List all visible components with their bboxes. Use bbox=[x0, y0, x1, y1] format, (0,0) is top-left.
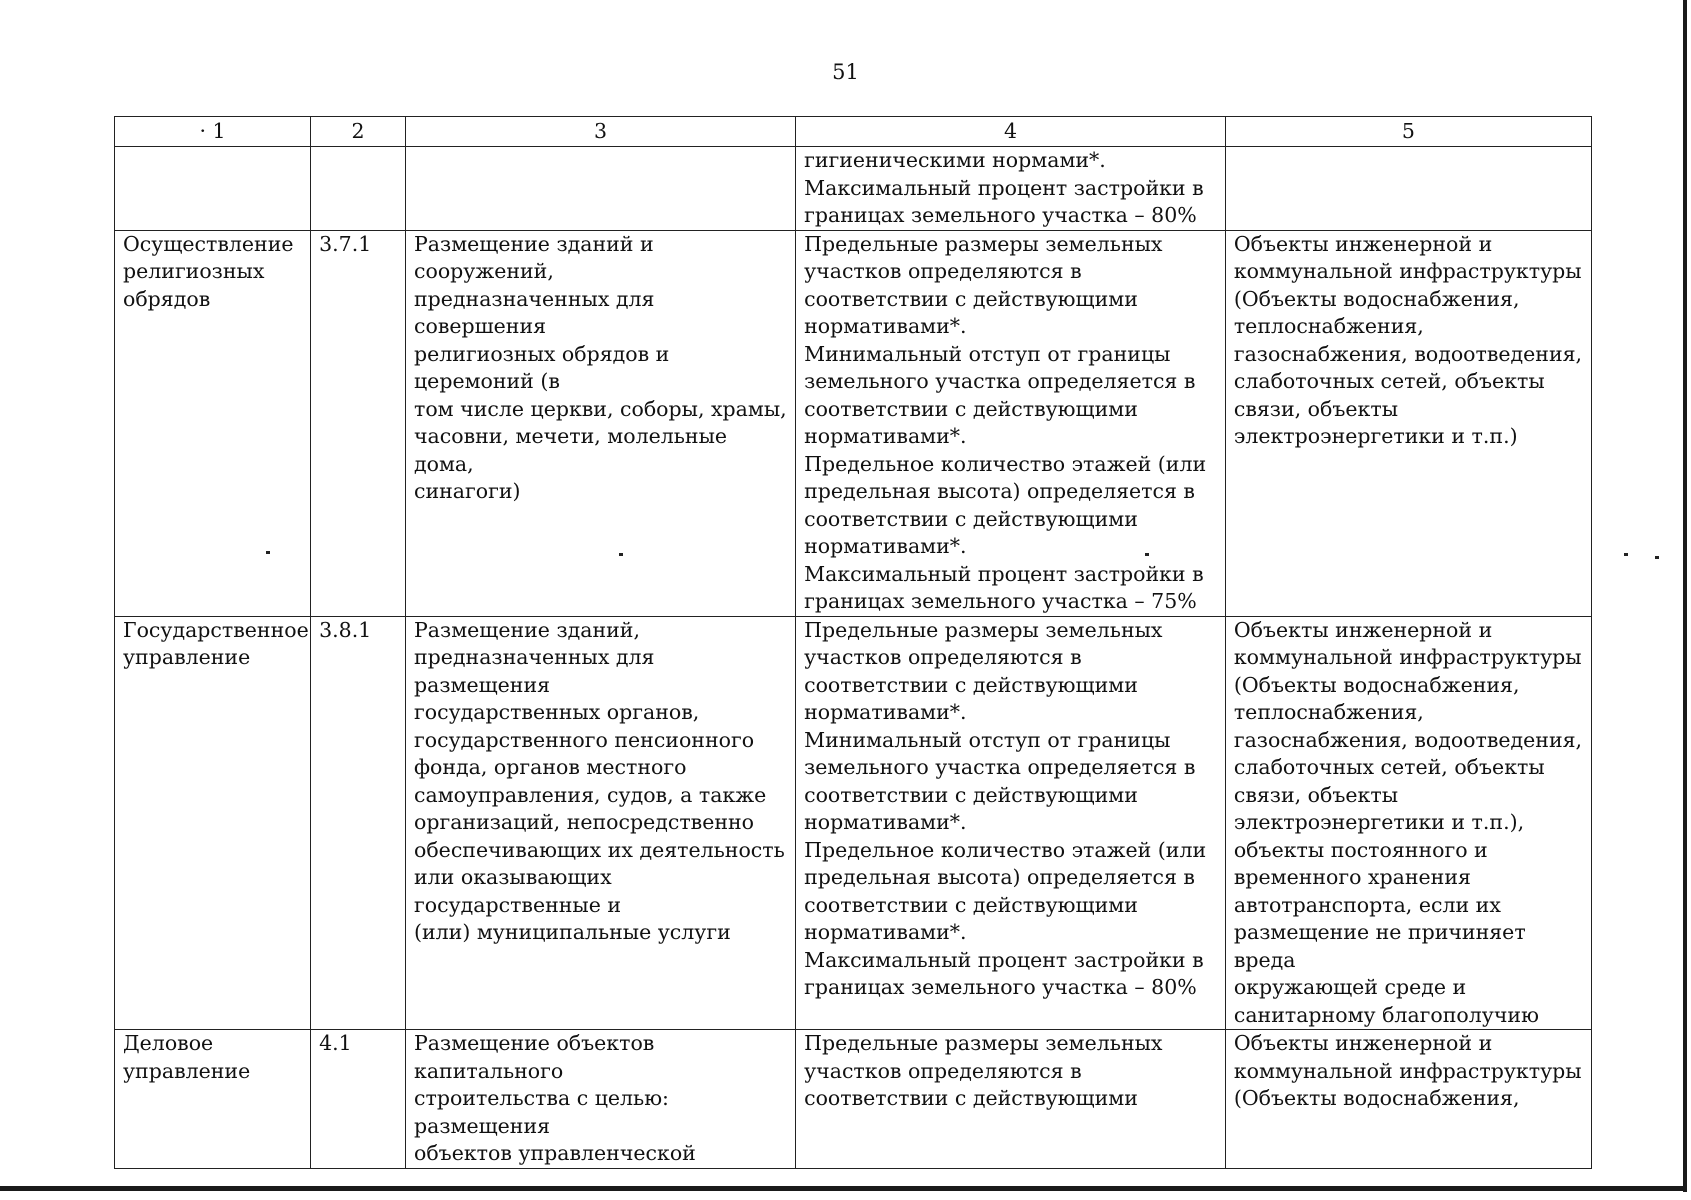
use-type-code: 4.1 bbox=[311, 1030, 406, 1169]
use-type-code bbox=[311, 147, 406, 231]
auxiliary-uses bbox=[1225, 147, 1591, 231]
building-parameters: гигиеническими нормами*. Максимальный процент застройки в границах земельного участка – 80% bbox=[796, 147, 1226, 231]
auxiliary-uses: Объекты инженерной и коммунальной инфраструктуры (Объекты водоснабжения, теплоснабжения, газоснабжения, водоотведения, слаботочных сетей, объекты связи, объекты электроэнергетики и т.п.) bbox=[1225, 230, 1591, 616]
scan-artifact bbox=[1624, 553, 1628, 556]
page-number: 51 bbox=[832, 60, 859, 84]
page-edge-bottom bbox=[0, 1186, 1687, 1191]
use-type-description: Размещение объектов капитального строительства с целью: размещения объектов управленческой bbox=[406, 1030, 796, 1169]
column-header: · 1 bbox=[115, 117, 311, 147]
use-type-code: 3.8.1 bbox=[311, 616, 406, 1030]
zoning-table bbox=[114, 116, 1592, 1169]
use-type-name bbox=[115, 147, 311, 231]
column-header: 3 bbox=[406, 117, 796, 147]
table-row bbox=[115, 616, 1592, 1030]
use-type-description: Размещение зданий и сооружений, предназначенных для совершения религиозных обрядов и церемоний (в том числе церкви, соборы, храмы, часовни, мечети, молельные дома, синагоги) bbox=[406, 230, 796, 616]
table-row bbox=[115, 147, 1592, 231]
table-row bbox=[115, 230, 1592, 616]
use-type-name: Осуществление религиозных обрядов bbox=[115, 230, 311, 616]
building-parameters: Предельные размеры земельных участков определяются в соответствии с действующими нормативами*. Минимальный отступ от границы земельного участка определяется в соответствии с действующими нормативами*. Предельное количество этажей (или предельная высота) определяется в соответствии с действующими нормативами*. Максимальный процент застройки в границах земельного участка – 75% bbox=[796, 230, 1226, 616]
use-type-name: Государственное управление bbox=[115, 616, 311, 1030]
table-header-row bbox=[115, 117, 1592, 147]
use-type-description bbox=[406, 147, 796, 231]
use-type-description: Размещение зданий, предназначенных для размещения государственных органов, государственного пенсионного фонда, органов местного самоуправления, судов, а также организаций, непосредственно обеспечивающих их деятельность или оказывающих государственные и (или) муниципальные услуги bbox=[406, 616, 796, 1030]
use-type-code: 3.7.1 bbox=[311, 230, 406, 616]
building-parameters: Предельные размеры земельных участков определяются в соответствии с действующими bbox=[796, 1030, 1226, 1169]
table-row bbox=[115, 1030, 1592, 1169]
use-type-name: Деловое управление bbox=[115, 1030, 311, 1169]
scan-artifact bbox=[1655, 556, 1659, 559]
auxiliary-uses: Объекты инженерной и коммунальной инфраструктуры (Объекты водоснабжения, bbox=[1225, 1030, 1591, 1169]
page-edge-right bbox=[1683, 0, 1687, 1192]
building-parameters: Предельные размеры земельных участков определяются в соответствии с действующими нормативами*. Минимальный отступ от границы земельного участка определяется в соответствии с действующими нормативами*. Предельное количество этажей (или предельная высота) определяется в соответствии с действующими нормативами*. Максимальный процент застройки в границах земельного участка – 80% bbox=[796, 616, 1226, 1030]
column-header: 5 bbox=[1225, 117, 1591, 147]
auxiliary-uses: Объекты инженерной и коммунальной инфраструктуры (Объекты водоснабжения, теплоснабжения, газоснабжения, водоотведения, слаботочных сетей, объекты связи, объекты электроэнергетики и т.п.), объекты постоянного и временного хранения автотранспорта, если их размещение не причиняет вреда окружающей среде и санитарному благополучию bbox=[1225, 616, 1591, 1030]
column-header: 4 bbox=[796, 117, 1226, 147]
column-header: 2 bbox=[311, 117, 406, 147]
